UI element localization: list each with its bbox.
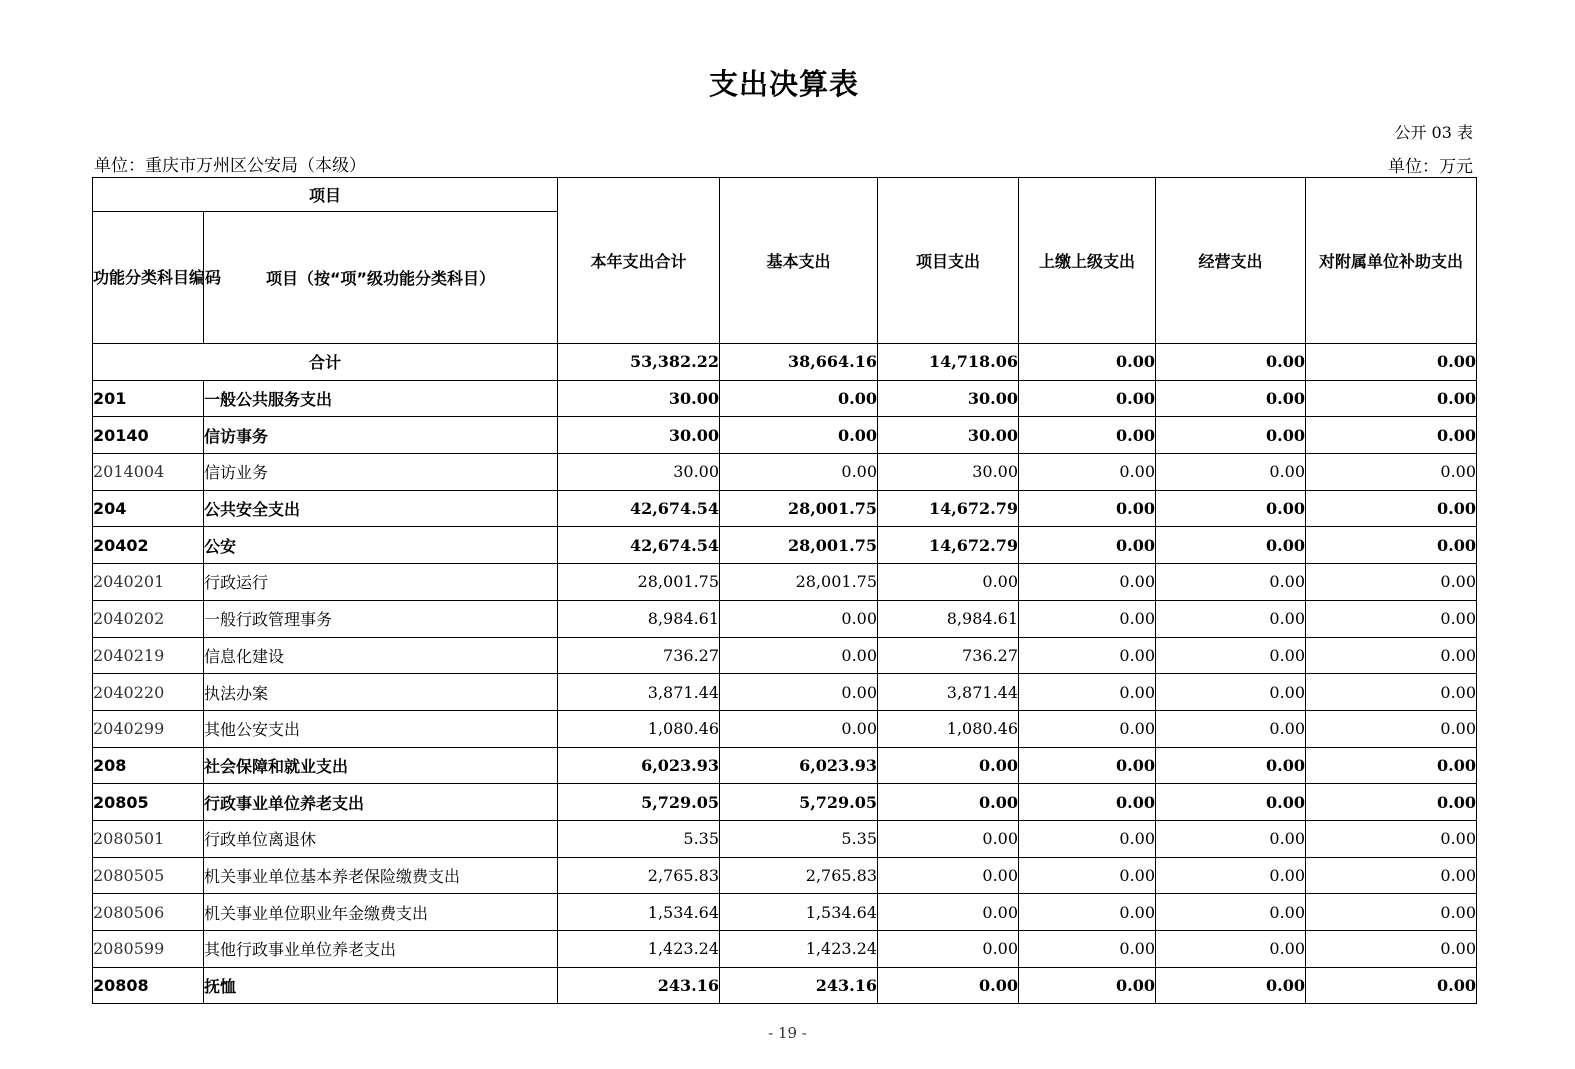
row-name: 社会保障和就业支出 xyxy=(204,747,558,784)
table-row xyxy=(93,527,1477,564)
row-code: 2040201 xyxy=(93,564,204,601)
total-cell: 53,382.22 xyxy=(558,344,720,381)
row-value: 0.00 xyxy=(1156,784,1306,821)
row-value: 30.00 xyxy=(558,380,720,417)
row-code: 2080506 xyxy=(93,894,204,931)
row-value: 42,674.54 xyxy=(558,490,720,527)
total-row xyxy=(93,344,1477,381)
row-value: 1,423.24 xyxy=(558,931,720,968)
row-value: 5.35 xyxy=(720,820,878,857)
total-label: 合计 xyxy=(93,344,558,381)
row-value: 30.00 xyxy=(558,417,720,454)
header-name: 项目（按“项”级功能分类科目） xyxy=(204,212,558,344)
row-value: 243.16 xyxy=(558,967,720,1004)
row-value: 0.00 xyxy=(1019,600,1156,637)
row-value: 0.00 xyxy=(878,894,1019,931)
row-name: 机关事业单位职业年金缴费支出 xyxy=(204,894,558,931)
row-value: 0.00 xyxy=(1156,564,1306,601)
row-value: 0.00 xyxy=(1156,820,1306,857)
row-value: 5.35 xyxy=(558,820,720,857)
row-value: 1,423.24 xyxy=(720,931,878,968)
row-value: 0.00 xyxy=(1019,417,1156,454)
row-name: 信息化建设 xyxy=(204,637,558,674)
table-row xyxy=(93,564,1477,601)
table-row xyxy=(93,894,1477,931)
row-value: 3,871.44 xyxy=(878,674,1019,711)
row-value: 0.00 xyxy=(1156,637,1306,674)
row-code: 2040219 xyxy=(93,637,204,674)
row-value: 0.00 xyxy=(1019,380,1156,417)
row-value: 0.00 xyxy=(1156,931,1306,968)
row-value: 0.00 xyxy=(1306,454,1477,491)
row-value: 0.00 xyxy=(720,674,878,711)
row-code: 20140 xyxy=(93,417,204,454)
row-value: 30.00 xyxy=(878,417,1019,454)
row-value: 0.00 xyxy=(1306,820,1477,857)
header-upper: 上缴上级支出 xyxy=(1019,178,1156,344)
total-cell: 0.00 xyxy=(1019,344,1156,381)
row-name: 行政事业单位养老支出 xyxy=(204,784,558,821)
row-value: 0.00 xyxy=(1306,747,1477,784)
row-value: 0.00 xyxy=(1306,380,1477,417)
row-value: 2,765.83 xyxy=(558,857,720,894)
row-value: 0.00 xyxy=(1019,747,1156,784)
row-value: 0.00 xyxy=(1156,894,1306,931)
row-value: 1,534.64 xyxy=(720,894,878,931)
row-value: 5,729.05 xyxy=(720,784,878,821)
row-value: 0.00 xyxy=(878,784,1019,821)
table-row xyxy=(93,747,1477,784)
row-value: 0.00 xyxy=(878,564,1019,601)
row-value: 0.00 xyxy=(878,857,1019,894)
row-value: 0.00 xyxy=(1019,857,1156,894)
row-name: 一般公共服务支出 xyxy=(204,380,558,417)
row-value: 0.00 xyxy=(1306,894,1477,931)
row-value: 0.00 xyxy=(1019,967,1156,1004)
table-row xyxy=(93,931,1477,968)
row-code: 208 xyxy=(93,747,204,784)
row-value: 0.00 xyxy=(720,454,878,491)
row-code: 2040299 xyxy=(93,710,204,747)
row-name: 其他公安支出 xyxy=(204,710,558,747)
row-value: 0.00 xyxy=(1019,894,1156,931)
row-name: 其他行政事业单位养老支出 xyxy=(204,931,558,968)
row-value: 1,080.46 xyxy=(878,710,1019,747)
row-value: 0.00 xyxy=(1019,710,1156,747)
row-value: 2,765.83 xyxy=(720,857,878,894)
table-row xyxy=(93,637,1477,674)
row-name: 机关事业单位基本养老保险缴费支出 xyxy=(204,857,558,894)
table-row xyxy=(93,857,1477,894)
row-value: 0.00 xyxy=(1156,490,1306,527)
unit-organization: 单位：重庆市万州区公安局（本级） xyxy=(94,156,366,176)
row-value: 0.00 xyxy=(1306,600,1477,637)
row-value: 736.27 xyxy=(878,637,1019,674)
row-name: 信访事务 xyxy=(204,417,558,454)
row-code: 20402 xyxy=(93,527,204,564)
table-row xyxy=(93,820,1477,857)
row-value: 0.00 xyxy=(1306,417,1477,454)
table-row xyxy=(93,600,1477,637)
row-value: 0.00 xyxy=(1019,527,1156,564)
row-value: 0.00 xyxy=(1306,857,1477,894)
row-value: 0.00 xyxy=(1019,637,1156,674)
row-value: 0.00 xyxy=(1306,967,1477,1004)
row-value: 0.00 xyxy=(1156,380,1306,417)
table-row xyxy=(93,710,1477,747)
row-value: 0.00 xyxy=(1156,527,1306,564)
row-value: 8,984.61 xyxy=(878,600,1019,637)
header-code: 功能分类科目编码 xyxy=(93,212,204,344)
row-value: 0.00 xyxy=(1019,820,1156,857)
row-code: 20805 xyxy=(93,784,204,821)
row-value: 0.00 xyxy=(1306,637,1477,674)
row-value: 0.00 xyxy=(720,380,878,417)
row-value: 42,674.54 xyxy=(558,527,720,564)
row-value: 0.00 xyxy=(1306,784,1477,821)
header-project-expense: 项目支出 xyxy=(878,178,1019,344)
row-name: 执法办案 xyxy=(204,674,558,711)
row-value: 8,984.61 xyxy=(558,600,720,637)
row-value: 0.00 xyxy=(878,747,1019,784)
row-value: 28,001.75 xyxy=(720,564,878,601)
row-name: 信访业务 xyxy=(204,454,558,491)
row-value: 0.00 xyxy=(1306,490,1477,527)
row-value: 14,672.79 xyxy=(878,490,1019,527)
header-business: 经营支出 xyxy=(1156,178,1306,344)
row-value: 0.00 xyxy=(1019,674,1156,711)
row-value: 0.00 xyxy=(1019,931,1156,968)
row-value: 30.00 xyxy=(558,454,720,491)
table-row xyxy=(93,417,1477,454)
total-cell: 0.00 xyxy=(1306,344,1477,381)
row-value: 28,001.75 xyxy=(720,527,878,564)
table-row xyxy=(93,454,1477,491)
row-name: 公安 xyxy=(204,527,558,564)
row-value: 736.27 xyxy=(558,637,720,674)
row-value: 0.00 xyxy=(1156,417,1306,454)
total-cell: 38,664.16 xyxy=(720,344,878,381)
row-value: 0.00 xyxy=(720,417,878,454)
unit-currency: 单位：万元 xyxy=(1388,157,1473,177)
row-code: 2014004 xyxy=(93,454,204,491)
row-value: 0.00 xyxy=(1156,747,1306,784)
row-value: 0.00 xyxy=(1019,564,1156,601)
total-cell: 0.00 xyxy=(1156,344,1306,381)
expenditure-table xyxy=(92,177,1477,1004)
row-value: 6,023.93 xyxy=(720,747,878,784)
row-value: 0.00 xyxy=(878,820,1019,857)
row-code: 2080501 xyxy=(93,820,204,857)
row-value: 0.00 xyxy=(1306,710,1477,747)
row-code: 201 xyxy=(93,380,204,417)
row-code: 2080505 xyxy=(93,857,204,894)
row-value: 0.00 xyxy=(1306,931,1477,968)
row-value: 3,871.44 xyxy=(558,674,720,711)
row-value: 0.00 xyxy=(1306,564,1477,601)
row-value: 5,729.05 xyxy=(558,784,720,821)
row-name: 行政运行 xyxy=(204,564,558,601)
row-name: 抚恤 xyxy=(204,967,558,1004)
table-row xyxy=(93,784,1477,821)
row-value: 1,080.46 xyxy=(558,710,720,747)
header-project: 项目 xyxy=(93,178,558,212)
row-value: 14,672.79 xyxy=(878,527,1019,564)
row-code: 204 xyxy=(93,490,204,527)
row-value: 0.00 xyxy=(720,600,878,637)
row-value: 0.00 xyxy=(1156,967,1306,1004)
row-value: 0.00 xyxy=(1306,674,1477,711)
row-value: 0.00 xyxy=(720,710,878,747)
row-value: 28,001.75 xyxy=(558,564,720,601)
page-title: 支出决算表 xyxy=(708,67,859,101)
row-value: 0.00 xyxy=(1156,710,1306,747)
row-value: 0.00 xyxy=(1156,674,1306,711)
row-value: 0.00 xyxy=(878,967,1019,1004)
row-name: 一般行政管理事务 xyxy=(204,600,558,637)
row-value: 0.00 xyxy=(878,931,1019,968)
header-total: 本年支出合计 xyxy=(558,178,720,344)
row-code: 2040202 xyxy=(93,600,204,637)
row-name: 行政单位离退休 xyxy=(204,820,558,857)
row-value: 0.00 xyxy=(1156,857,1306,894)
table-row xyxy=(93,967,1477,1004)
table-row xyxy=(93,380,1477,417)
header-basic: 基本支出 xyxy=(720,178,878,344)
row-name: 公共安全支出 xyxy=(204,490,558,527)
table-row xyxy=(93,490,1477,527)
total-cell: 14,718.06 xyxy=(878,344,1019,381)
row-code: 2080599 xyxy=(93,931,204,968)
header-subsidy: 对附属单位补助支出 xyxy=(1306,178,1477,344)
form-number: 公开 03 表 xyxy=(1394,123,1473,142)
row-value: 28,001.75 xyxy=(720,490,878,527)
row-value: 0.00 xyxy=(1156,600,1306,637)
row-value: 0.00 xyxy=(1019,454,1156,491)
row-value: 6,023.93 xyxy=(558,747,720,784)
row-code: 20808 xyxy=(93,967,204,1004)
row-code: 2040220 xyxy=(93,674,204,711)
row-value: 0.00 xyxy=(1019,490,1156,527)
row-value: 0.00 xyxy=(1156,454,1306,491)
row-value: 30.00 xyxy=(878,454,1019,491)
row-value: 1,534.64 xyxy=(558,894,720,931)
row-value: 243.16 xyxy=(720,967,878,1004)
row-value: 30.00 xyxy=(878,380,1019,417)
row-value: 0.00 xyxy=(720,637,878,674)
row-value: 0.00 xyxy=(1019,784,1156,821)
table-row xyxy=(93,674,1477,711)
page-number: - 19 - xyxy=(768,1024,807,1042)
row-value: 0.00 xyxy=(1306,527,1477,564)
